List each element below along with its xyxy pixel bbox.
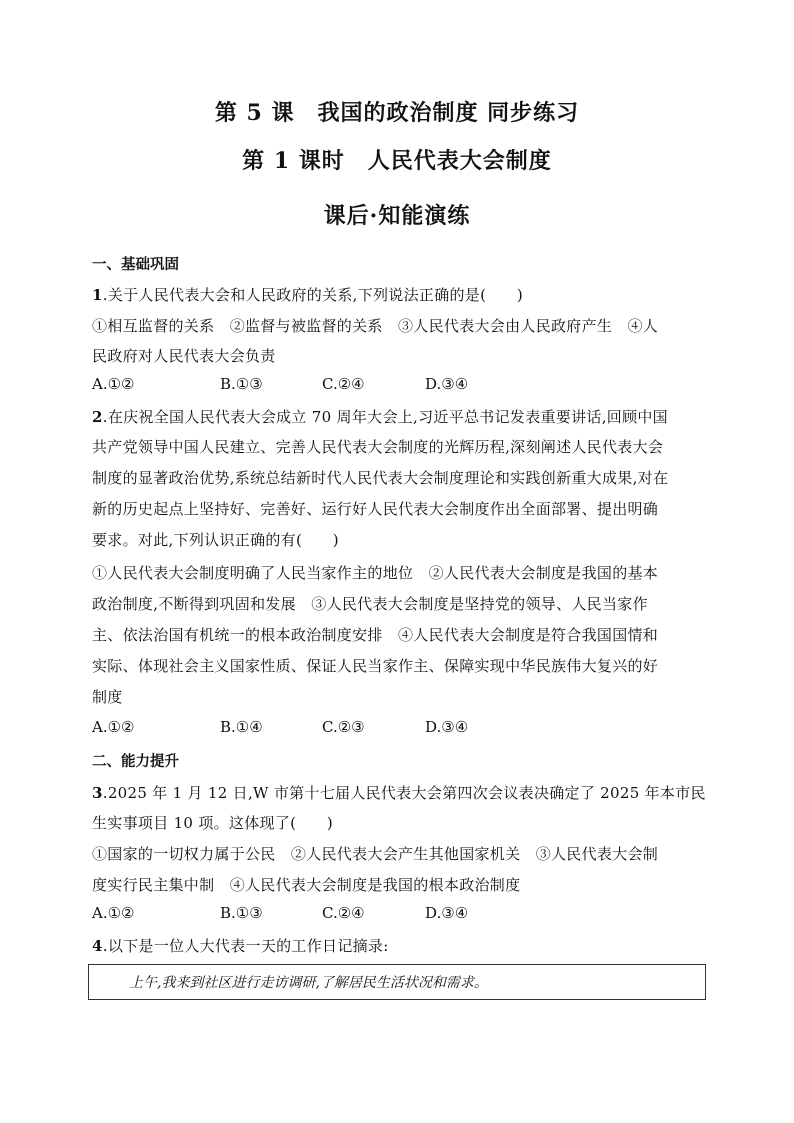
q4-stem-text: .以下是一位人大代表一天的工作日记摘录:: [102, 937, 389, 955]
q2-items-line-4: 实际、体现社会主义国家性质、保证人民当家作主、保障实现中华民族伟大复兴的好: [92, 657, 659, 675]
q2-items-line-3: 主、依法治国有机统一的根本政治制度安排 ④人民代表大会制度是符合我国国情和: [92, 626, 659, 644]
q2-option-a: A.①②: [92, 718, 135, 736]
section-title: 课后·知能演练: [323, 203, 471, 229]
section-heading-ability: 二、能力提升: [92, 754, 179, 770]
q1-option-d: D.③④: [425, 375, 469, 393]
q3-option-d: D.③④: [425, 904, 469, 922]
q1-option-a: A.①②: [92, 375, 135, 393]
q2-items-line-2: 政治制度,不断得到巩固和发展 ③人民代表大会制度是坚持党的领导、人民当家作: [92, 595, 648, 613]
q3-option-c: C.②④: [322, 904, 365, 922]
q2-items-line-5: 制度: [92, 688, 123, 706]
q2-stem-text: .在庆祝全国人民代表大会成立 70 周年大会上,习近平总书记发表重要讲话,回顾中国: [102, 408, 668, 426]
q1-items-line-1: ①相互监督的关系 ②监督与被监督的关系 ③人民代表大会由人民政府产生 ④人: [92, 317, 659, 335]
period-title: 第 1 课时 人民代表大会制度: [242, 148, 552, 174]
q3-option-a: A.①②: [92, 904, 135, 922]
diary-entry: 上午,我来到社区进行走访调研,了解居民生活状况和需求。: [129, 975, 488, 991]
lesson-title: 第 5 课 我国的政治制度 同步练习: [214, 100, 580, 126]
q4-stem: [92, 935, 712, 956]
q2-number: 2: [92, 408, 103, 426]
q1-number: 1: [92, 286, 103, 304]
q1-option-c: C.②④: [322, 375, 365, 393]
q2-stem-line-1: [92, 406, 712, 427]
q1-stem-text: .关于人民代表大会和人民政府的关系,下列说法正确的是( ): [102, 286, 523, 304]
q3-items-line-2: 度实行民主集中制 ④人民代表大会制度是我国的根本政治制度: [92, 876, 521, 894]
q3-stem-line-2: 生实事项目 10 项。这体现了( ): [92, 814, 334, 832]
section-heading-basic: 一、基础巩固: [92, 257, 179, 273]
q4-number: 4: [92, 937, 103, 955]
q2-option-c: C.②③: [322, 718, 365, 736]
q2-items-line-1: ①人民代表大会制度明确了人民当家作主的地位 ②人民代表大会制度是我国的基本: [92, 564, 659, 582]
q2-stem-line-4: 新的历史起点上坚持好、完善好、运行好人民代表大会制度作出全面部署、提出明确: [92, 500, 659, 518]
q2-stem-line-2: 共产党领导中国人民建立、完善人民代表大会制度的光辉历程,深刻阐述人民代表大会: [92, 438, 664, 456]
q1-option-b: B.①③: [220, 375, 263, 393]
q1-stem: [92, 284, 712, 305]
q1-items-line-2: 民政府对人民代表大会负责: [92, 347, 276, 365]
q3-stem-line-1: [92, 782, 712, 803]
q2-option-b: B.①④: [220, 718, 263, 736]
q2-stem-line-5: 要求。对此,下列认识正确的有( ): [92, 531, 339, 549]
q3-items-line-1: ①国家的一切权力属于公民 ②人民代表大会产生其他国家机关 ③人民代表大会制: [92, 845, 659, 863]
q3-option-b: B.①③: [220, 904, 263, 922]
q3-number: 3: [92, 784, 103, 802]
q2-option-d: D.③④: [425, 718, 469, 736]
q2-stem-line-3: 制度的显著政治优势,系统总结新时代人民代表大会制度理论和实践创新重大成果,对在: [92, 469, 669, 487]
diary-box: [88, 964, 706, 1000]
q3-stem-text: .2025 年 1 月 12 日,W 市第十七届人民代表大会第四次会议表决确定了 2025 年本市民: [102, 784, 706, 802]
